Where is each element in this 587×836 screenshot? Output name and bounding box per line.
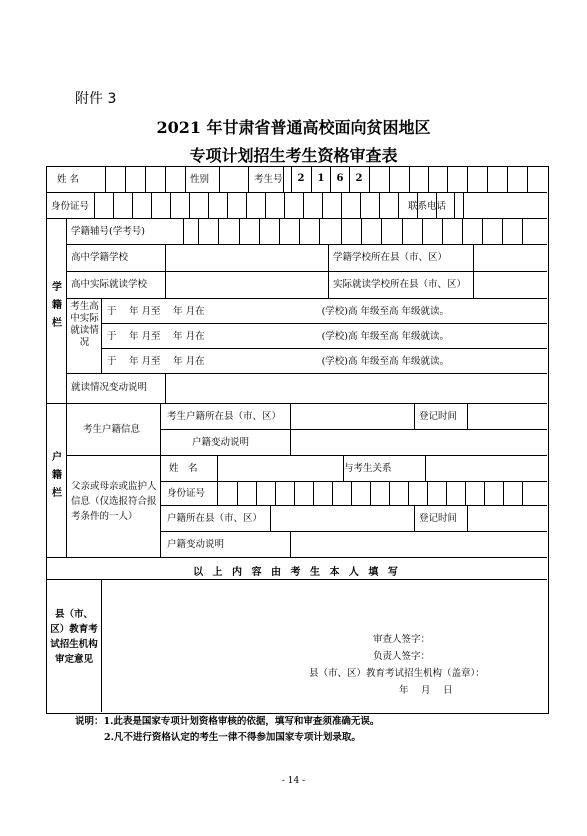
gender-label: 性别 bbox=[190, 174, 210, 185]
school-section-label: 学籍栏 bbox=[52, 282, 62, 329]
school-county-label: 学籍学校所在县（市、区） bbox=[333, 252, 448, 263]
household-section-label: 户籍栏 bbox=[52, 452, 62, 499]
exam-number-digit: 2 bbox=[297, 173, 305, 184]
supervisor-signature-label: 负责人签字： bbox=[373, 651, 431, 662]
student-reg-time-label: 登记时间 bbox=[419, 411, 458, 422]
study-record-row: 于 年 月至 年 月在 (学校)高 年级至高 年级就读。 bbox=[107, 356, 450, 367]
study-record-row: 于 年 月至 年 月在 (学校)高 年级至高 年级就读。 bbox=[107, 306, 450, 317]
self-fill-note: 以 上 内 容 由 考 生 本 人 填 写 bbox=[193, 567, 401, 578]
high-school-label: 高中学籍学校 bbox=[71, 252, 129, 263]
parent-reg-time-label: 登记时间 bbox=[419, 513, 458, 524]
relation-label: 与考生关系 bbox=[344, 463, 392, 474]
exam-number-digit: 1 bbox=[317, 173, 325, 184]
parent-info-label: 父亲或母亲或监护人信息（仅选报符合报考条件的一人） bbox=[71, 481, 157, 522]
reviewer-signature-label: 审查人签字： bbox=[373, 634, 431, 645]
review-form-table bbox=[46, 166, 549, 714]
phone-label: 联系电话 bbox=[408, 201, 447, 212]
exam-number-digit: 6 bbox=[336, 173, 344, 184]
review-date-label: 年 月 日 bbox=[399, 685, 453, 696]
actual-school-label: 高中实际就读学校 bbox=[71, 279, 148, 290]
study-status-label: 考生高中实际就读情况 bbox=[70, 301, 99, 348]
exam-number-label: 考生号 bbox=[254, 174, 283, 185]
form-title-line2: 专项计划招生考生资格审查表 bbox=[189, 146, 398, 165]
form-title-line1: 2021 年甘肃省普通高校面向贫困地区 bbox=[156, 118, 431, 137]
id-card-label: 身份证号 bbox=[51, 201, 90, 212]
parent-change-label: 户籍变动说明 bbox=[167, 539, 225, 550]
exam-number-digit: 2 bbox=[355, 173, 363, 184]
page-number: - 14 - bbox=[281, 776, 306, 786]
name-label: 姓 名 bbox=[57, 174, 80, 185]
student-household-label: 考生户籍信息 bbox=[83, 424, 141, 435]
student-county-label: 考生户籍所在县（市、区） bbox=[167, 411, 282, 422]
attachment-label: 附件 3 bbox=[75, 91, 117, 107]
study-change-label: 就读情况变动说明 bbox=[71, 382, 148, 393]
parent-name-label: 姓 名 bbox=[169, 463, 198, 474]
student-change-label: 户籍变动说明 bbox=[192, 437, 250, 448]
note-line-2: 2.凡不进行资格认定的考生一律不得参加国家专项计划录取。 bbox=[104, 732, 361, 743]
parent-county-label: 户籍所在县（市、区） bbox=[167, 513, 263, 524]
agency-seal-label: 县（市、区）教育考试招生机构（盖章）： bbox=[309, 668, 485, 679]
parent-id-label: 身份证号 bbox=[167, 488, 206, 499]
study-record-row: 于 年 月至 年 月在 (学校)高 年级至高 年级就读。 bbox=[107, 331, 450, 342]
actual-county-label: 实际就读学校所在县（市、区） bbox=[333, 279, 467, 290]
note-line-1: 说明：1.此表是国家专项计划资格审核的依据，填写和审查须准确无误。 bbox=[75, 716, 380, 727]
school-reg-number-label: 学籍辅号(学考号) bbox=[71, 226, 145, 237]
review-opinion-label: 县（市、区）教育考试招生机构审定意见 bbox=[50, 609, 98, 665]
